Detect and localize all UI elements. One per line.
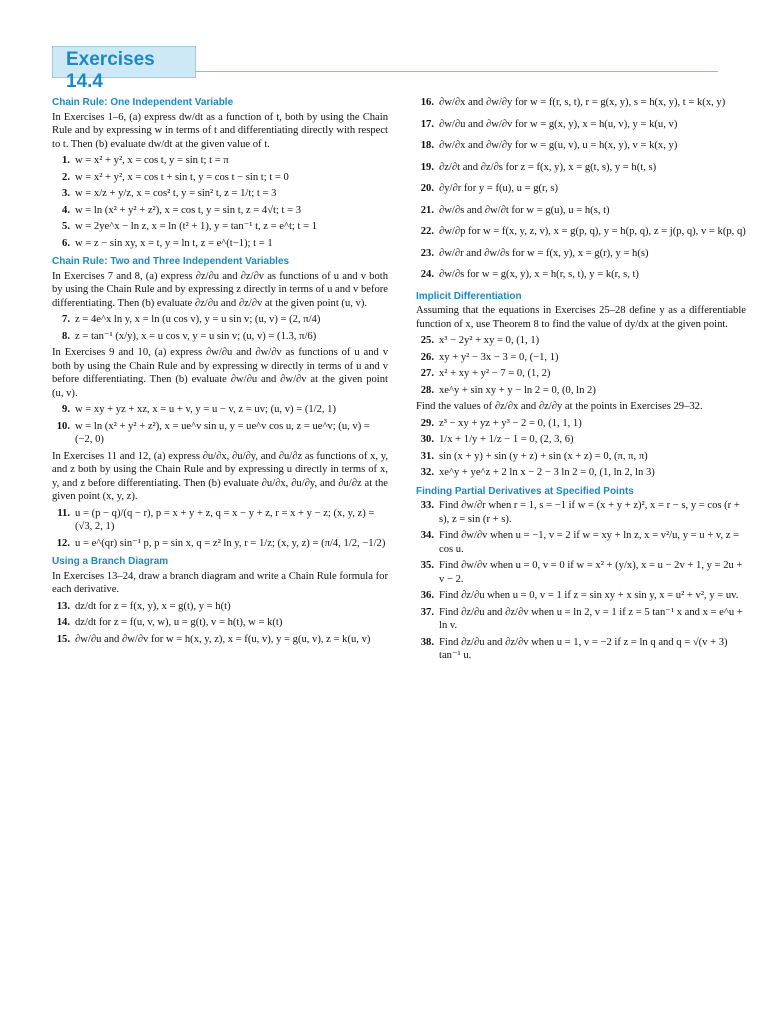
exercise-text: dz/dt for z = f(x, y), x = g(t), y = h(t) bbox=[75, 600, 231, 612]
exercise-text: ∂w/∂s for w = g(x, y), x = h(r, s, t), y = k(r, s, t) bbox=[439, 269, 639, 280]
exercise-number: 8. bbox=[62, 330, 70, 342]
instructions-text: Assuming that the equations in Exercises 25–28 define y as a differentiable function of x, use Theorem 8 to find the value of dy/dx at the given point. bbox=[416, 305, 746, 330]
exercise-text: xe^y + sin xy + y − ln 2 = 0, (0, ln 2) bbox=[439, 384, 596, 396]
exercise-item bbox=[416, 161, 746, 175]
exercise-number: 3. bbox=[62, 188, 70, 199]
instructions-text: In Exercises 11 and 12, (a) express ∂u/∂x, ∂u/∂y, and ∂u/∂z as functions of x, y, and z both by using the Chain Rule and by expressing u directly in terms of x, y, and z before differentiating. Then (b) evaluate ∂u/∂x, ∂u/∂y, and ∂u/∂z at the given point (x, y, z). bbox=[52, 450, 388, 502]
exercise-item bbox=[416, 466, 746, 480]
section-heading: Finding Partial Derivatives at Specified Points bbox=[416, 485, 634, 497]
exercise-item bbox=[416, 559, 746, 586]
exercise-text: dz/dt for z = f(u, v, w), u = g(t), v = h(t), w = k(t) bbox=[75, 617, 283, 628]
exercise-number: 28. bbox=[420, 384, 434, 396]
exercise-text: ∂w/∂x and ∂w/∂y for w = g(u, v), u = h(x, y), v = k(x, y) bbox=[439, 140, 678, 151]
exercise-item bbox=[416, 606, 746, 633]
exercise-text: z = tan⁻¹ (x/y), x = u cos v, y = u sin v; (u, v) = (1.3, π/6) bbox=[75, 330, 317, 342]
exercise-number: 10. bbox=[56, 420, 70, 432]
exercise-item bbox=[52, 187, 388, 201]
exercise-number: 24. bbox=[420, 269, 434, 280]
left-column bbox=[52, 96, 388, 649]
exercise-number: 2. bbox=[62, 171, 70, 183]
exercise-item bbox=[416, 499, 746, 526]
section-heading: Chain Rule: One Independent Variable bbox=[52, 97, 234, 108]
exercise-number: 6. bbox=[62, 237, 70, 249]
exercise-item bbox=[416, 636, 746, 663]
exercise-item bbox=[52, 616, 388, 630]
exercise-number: 4. bbox=[62, 204, 70, 216]
instructions-text: In Exercises 1–6, (a) express dw/dt as a function of t, both by using the Chain Rule and by expressing w in terms of t and differentiating directly with respect to t. Then (b) evaluate dw/dt at the given value of t. bbox=[52, 111, 388, 150]
exercise-item bbox=[416, 334, 746, 348]
exercise-number: 36. bbox=[420, 590, 434, 601]
section-heading: Chain Rule: Two and Three Independent Variables bbox=[52, 256, 290, 267]
exercise-item bbox=[416, 139, 746, 153]
exercise-item bbox=[52, 420, 388, 447]
exercise-number: 33. bbox=[420, 500, 434, 511]
exercise-number: 14. bbox=[56, 617, 70, 628]
exercise-number: 15. bbox=[56, 633, 70, 645]
exercise-text: Find ∂z/∂u when u = 0, v = 1 if z = sin xy + x sin y, x = u² + v², y = uv. bbox=[439, 590, 739, 601]
exercise-text: w = ln (x² + y² + z²), x = cos t, y = sin t, z = 4√t; t = 3 bbox=[75, 204, 302, 216]
exercise-text: w = x² + y², x = cos t + sin t, y = cos t − sin t; t = 0 bbox=[75, 171, 289, 183]
exercise-item bbox=[52, 204, 388, 218]
exercise-number: 17. bbox=[420, 118, 434, 130]
section-heading: Implicit Differentiation bbox=[416, 290, 522, 302]
exercise-item bbox=[52, 600, 388, 614]
exercise-item bbox=[52, 403, 388, 417]
exercise-number: 30. bbox=[420, 434, 434, 445]
exercise-text: u = e^(qr) sin⁻¹ p, p = sin x, q = z² ln y, r = 1/z; (x, y, z) = (π/4, 1/2, −1/2) bbox=[75, 537, 386, 549]
exercise-text: ∂w/∂s and ∂w/∂t for w = g(u), u = h(s, t) bbox=[439, 204, 610, 216]
exercise-text: w = 2ye^x − ln z, x = ln (t² + 1), y = tan⁻¹ t, z = e^t; t = 1 bbox=[75, 221, 318, 232]
exercise-item bbox=[52, 537, 388, 551]
exercise-text: w = x/z + y/z, x = cos² t, y = sin² t, z = 1/t; t = 3 bbox=[75, 188, 277, 199]
right-column bbox=[416, 96, 746, 666]
exercise-item bbox=[416, 417, 746, 431]
instructions-text: In Exercises 7 and 8, (a) express ∂z/∂u and ∂z/∂v as functions of u and v both by using the Chain Rule and by expressing z directly in terms of u and v before differentiating. Then (b) evaluate ∂z/∂u and ∂z/∂v at the given point (u, v). bbox=[52, 270, 388, 309]
exercise-number: 37. bbox=[420, 606, 434, 618]
exercise-text: Find ∂w/∂v when u = 0, v = 0 if w = x² + (y/x), x = u − 2v + 1, y = 2u + v − 2. bbox=[439, 560, 743, 585]
exercise-item bbox=[416, 225, 746, 239]
exercise-text: Find ∂w/∂v when u = −1, v = 2 if w = xy + ln z, x = v²/u, y = u + v, z = cos u. bbox=[439, 530, 740, 555]
exercise-text: ∂w/∂r and ∂w/∂s for w = f(x, y), x = g(r), y = h(s) bbox=[439, 247, 649, 259]
exercise-item bbox=[52, 171, 388, 185]
instructions-text: In Exercises 13–24, draw a branch diagram and write a Chain Rule formula for each derivative. bbox=[52, 570, 388, 595]
exercise-item bbox=[416, 351, 746, 365]
instructions-text: In Exercises 9 and 10, (a) express ∂w/∂u and ∂w/∂v as functions of u and v both by using the Chain Rule and by expressing w directly in terms of u and v before differentiating. Then (b) evaluate ∂w/∂u and ∂w/∂v at the given point (u, v). bbox=[52, 347, 388, 399]
exercise-text: ∂y/∂r for y = f(u), u = g(r, s) bbox=[439, 183, 559, 194]
exercise-number: 32. bbox=[420, 467, 434, 478]
exercise-text: Find ∂w/∂r when r = 1, s = −1 if w = (x + y + z)², x = r − s, y = cos (r + s), z = sin (r + s). bbox=[439, 500, 740, 525]
exercise-item bbox=[416, 589, 746, 603]
exercise-text: Find ∂z/∂u and ∂z/∂v when u = ln 2, v = 1 if z = 5 tan⁻¹ x and x = e^u + ln v. bbox=[439, 606, 743, 631]
exercise-text: x² + xy + y² − 7 = 0, (1, 2) bbox=[439, 368, 551, 379]
exercise-number: 29. bbox=[420, 417, 434, 429]
exercise-text: ∂w/∂x and ∂w/∂y for w = f(r, s, t), r = g(x, y), s = h(x, y), t = k(x, y) bbox=[439, 97, 726, 108]
exercise-item bbox=[416, 367, 746, 381]
exercise-number: 13. bbox=[56, 600, 70, 612]
exercise-number: 19. bbox=[420, 161, 434, 173]
exercise-item bbox=[52, 313, 388, 327]
exercise-number: 7. bbox=[62, 314, 70, 325]
exercise-text: u = (p − q)/(q − r), p = x + y + z, q = x − y + z, r = x + y − z; (x, y, z) = (√3, 2, 1) bbox=[75, 507, 375, 532]
exercise-item bbox=[416, 450, 746, 464]
exercise-item bbox=[416, 182, 746, 196]
exercise-number: 1. bbox=[62, 155, 70, 166]
exercise-item bbox=[416, 118, 746, 132]
instructions-text: Find the values of ∂z/∂x and ∂z/∂y at the points in Exercises 29–32. bbox=[416, 401, 703, 412]
exercise-number: 26. bbox=[420, 351, 434, 363]
exercise-item bbox=[416, 384, 746, 398]
exercise-item bbox=[52, 507, 388, 534]
section-heading: Using a Branch Diagram bbox=[52, 556, 169, 567]
exercise-text: w = ln (x² + y² + z²), x = ue^v sin u, y = ue^v cos u, z = ue^v; (u, v) = (−2, 0) bbox=[75, 420, 370, 445]
exercise-number: 27. bbox=[420, 368, 434, 379]
exercise-item bbox=[416, 204, 746, 218]
exercise-text: 1/x + 1/y + 1/z − 1 = 0, (2, 3, 6) bbox=[439, 434, 574, 445]
exercise-text: sin (x + y) + sin (y + z) + sin (x + z) = 0, (π, π, π) bbox=[439, 450, 648, 462]
exercise-item bbox=[416, 529, 746, 556]
exercise-text: z = 4e^x ln y, x = ln (u cos v), y = u sin v; (u, v) = (2, π/4) bbox=[75, 314, 321, 325]
exercise-number: 34. bbox=[420, 530, 434, 541]
exercise-text: w = x² + y², x = cos t, y = sin t; t = π bbox=[75, 155, 229, 166]
exercise-text: x³ − 2y² + xy = 0, (1, 1) bbox=[439, 335, 540, 346]
exercise-number: 25. bbox=[420, 335, 434, 346]
exercise-number: 11. bbox=[57, 507, 70, 519]
exercise-text: w = z − sin xy, x = t, y = ln t, z = e^(t−1); t = 1 bbox=[75, 237, 273, 249]
exercise-number: 23. bbox=[420, 247, 434, 259]
exercise-item bbox=[52, 220, 388, 234]
exercise-item bbox=[52, 633, 388, 647]
exercise-text: ∂z/∂t and ∂z/∂s for z = f(x, y), x = g(t, s), y = h(t, s) bbox=[439, 161, 657, 173]
exercise-number: 9. bbox=[62, 404, 70, 415]
exercise-item bbox=[416, 433, 746, 447]
exercise-text: ∂w/∂u and ∂w/∂v for w = g(x, y), x = h(u, v), y = k(u, v) bbox=[439, 118, 678, 130]
exercise-number: 16. bbox=[420, 97, 434, 108]
exercise-number: 38. bbox=[420, 636, 434, 648]
exercise-number: 31. bbox=[420, 450, 434, 462]
exercise-text: xy + y² − 3x − 3 = 0, (−1, 1) bbox=[439, 351, 559, 363]
page-title: Exercises 14.4 bbox=[66, 49, 155, 92]
exercise-number: 5. bbox=[62, 221, 70, 232]
exercise-text: Find ∂z/∂u and ∂z/∂v when u = 1, v = −2 if z = ln q and q = √(v + 3) tan⁻¹ u. bbox=[439, 636, 728, 661]
exercise-item bbox=[52, 330, 388, 344]
exercise-text: w = xy + yz + xz, x = u + v, y = u − v, z = uv; (u, v) = (1/2, 1) bbox=[75, 404, 336, 415]
exercises-banner bbox=[52, 46, 196, 92]
exercise-text: ∂w/∂u and ∂w/∂v for w = h(x, y, z), x = f(u, v), y = g(u, v), z = k(u, v) bbox=[75, 633, 371, 645]
exercise-text: ∂w/∂p for w = f(x, y, z, v), x = g(p, q), y = h(p, q), z = j(p, q), v = k(p, q) bbox=[439, 226, 746, 237]
exercise-item bbox=[416, 96, 746, 110]
exercise-number: 21. bbox=[420, 204, 434, 216]
exercise-number: 20. bbox=[420, 183, 434, 194]
header-rule bbox=[195, 71, 718, 72]
exercise-number: 18. bbox=[420, 140, 434, 151]
exercise-text: xe^y + ye^z + 2 ln x − 2 − 3 ln 2 = 0, (1, ln 2, ln 3) bbox=[439, 467, 655, 478]
exercise-item bbox=[416, 268, 746, 282]
exercise-number: 22. bbox=[420, 226, 434, 237]
exercise-text: z³ − xy + yz + y³ − 2 = 0, (1, 1, 1) bbox=[439, 417, 582, 429]
exercise-item bbox=[52, 237, 388, 251]
exercise-item bbox=[416, 247, 746, 261]
exercise-item bbox=[52, 154, 388, 168]
exercise-number: 35. bbox=[420, 560, 434, 571]
exercise-number: 12. bbox=[56, 537, 70, 549]
